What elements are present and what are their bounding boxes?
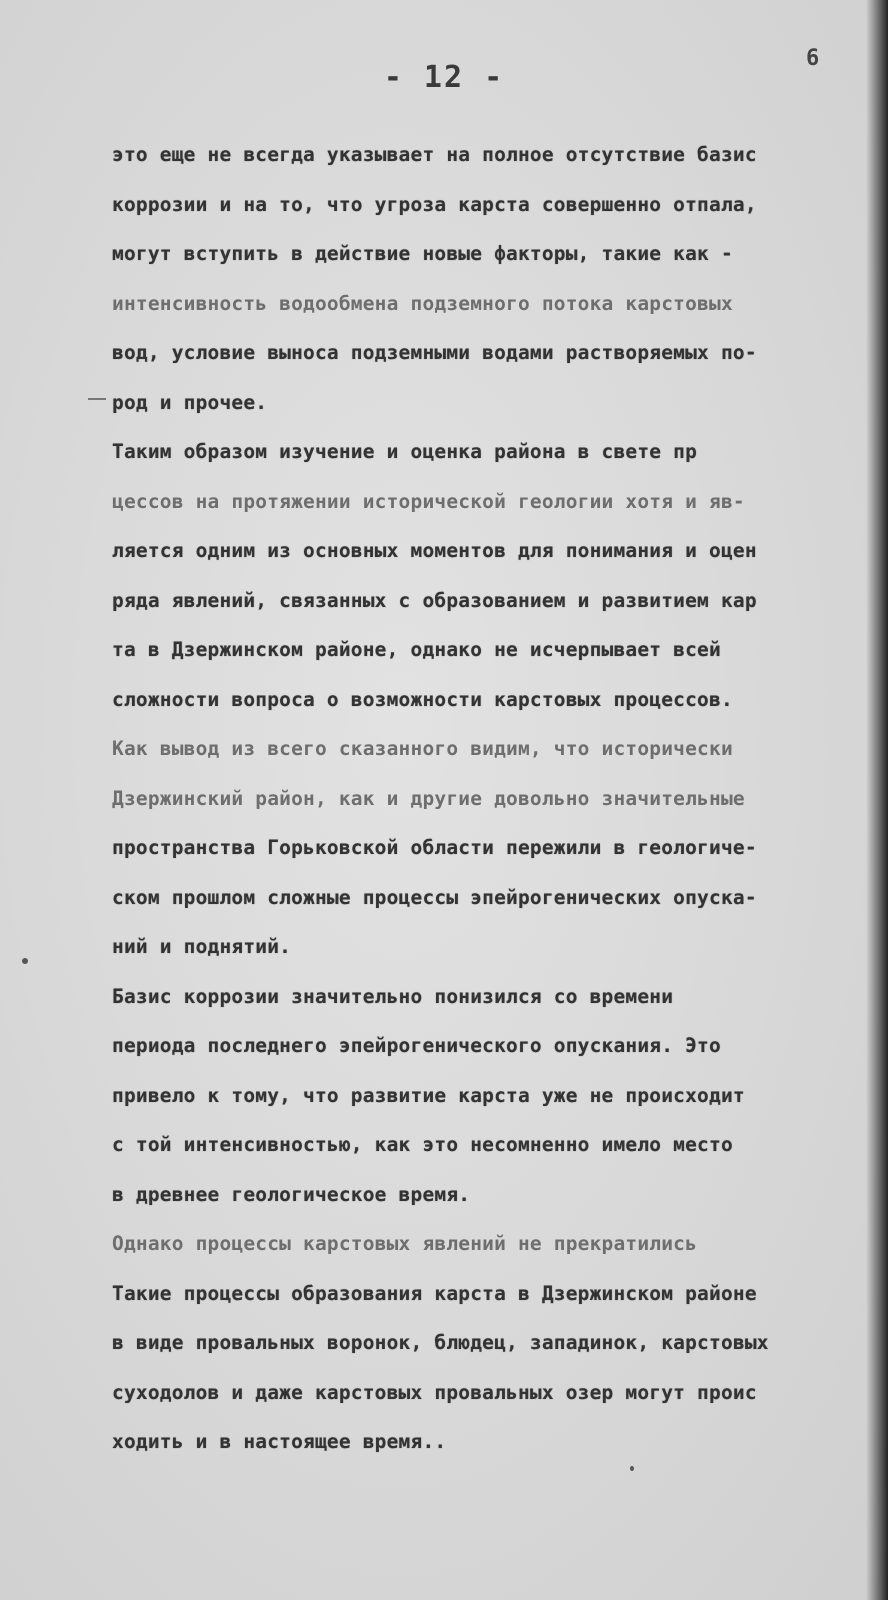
text-line: Как вывод из всего сказанного видим, что исторически <box>112 737 733 760</box>
text-line: ряда явлений, связанных с образованием и развитием кар <box>112 588 757 612</box>
paper-speck <box>630 1466 634 1471</box>
page-number: - 12 - <box>383 60 505 95</box>
text-line: могут вступить в действие новые факторы, такие как - <box>112 242 733 265</box>
margin-dash <box>88 398 106 400</box>
text-line: вод, условие выноса подземными водами растворяемых по- <box>112 341 757 364</box>
text-line: Базис коррозии значительно понизился со времени <box>112 984 674 1008</box>
paper-speck <box>22 958 28 964</box>
text-line: в древнее геологическое время. <box>112 1182 471 1206</box>
text-line: периода последнего эпейрогенического опускания. Это <box>112 1034 721 1057</box>
text-line: интенсивность водообмена подземного потока карстовых <box>112 291 733 315</box>
text-line: пространства Горьковской области пережили в геологиче- <box>112 836 757 859</box>
text-line: та в Дзержинском районе, однако не исчерпывает всей <box>112 638 721 661</box>
text-line: род и прочее. <box>112 390 268 414</box>
text-line: в виде провальных воронок, блюдец, западинок, карстовых <box>112 1331 769 1354</box>
text-line: Таким образом изучение и оценка района в свете пр <box>112 440 698 463</box>
text-line: это еще не всегда указывает на полное отсутствие базис <box>112 143 757 166</box>
text-line: Дзержинский район, как и другие довольно значительные <box>112 786 745 810</box>
corner-mark: 6 <box>806 46 820 71</box>
text-line: суходолов и даже карстовых провальных озер могут проис <box>112 1380 757 1404</box>
text-line: коррозии и на то, что угроза карста совершенно отпала, <box>112 192 757 216</box>
text-line: цессов на протяжении исторической геологии хотя и яв- <box>112 489 745 513</box>
text-line: Однако процессы карстовых явлений не прекратились <box>112 1232 698 1255</box>
text-line: с той интенсивностью, как это несомненно имело место <box>112 1133 733 1156</box>
text-line: привело к тому, что развитие карста уже не происходит <box>112 1083 745 1107</box>
text-line: ском прошлом сложные процессы эпейрогенических опуска- <box>112 885 757 909</box>
body-text <box>112 130 872 1467</box>
scan-edge-shadow <box>866 0 888 1600</box>
text-line: Такие процессы образования карста в Дзержинском районе <box>112 1281 757 1305</box>
text-line: ляется одним из основных моментов для понимания и оцен <box>112 539 757 562</box>
text-line: ходить и в настоящее время.. <box>112 1430 447 1453</box>
text-line: сложности вопроса о возможности карстовых процессов. <box>112 687 733 711</box>
text-line: ний и поднятий. <box>112 935 292 958</box>
